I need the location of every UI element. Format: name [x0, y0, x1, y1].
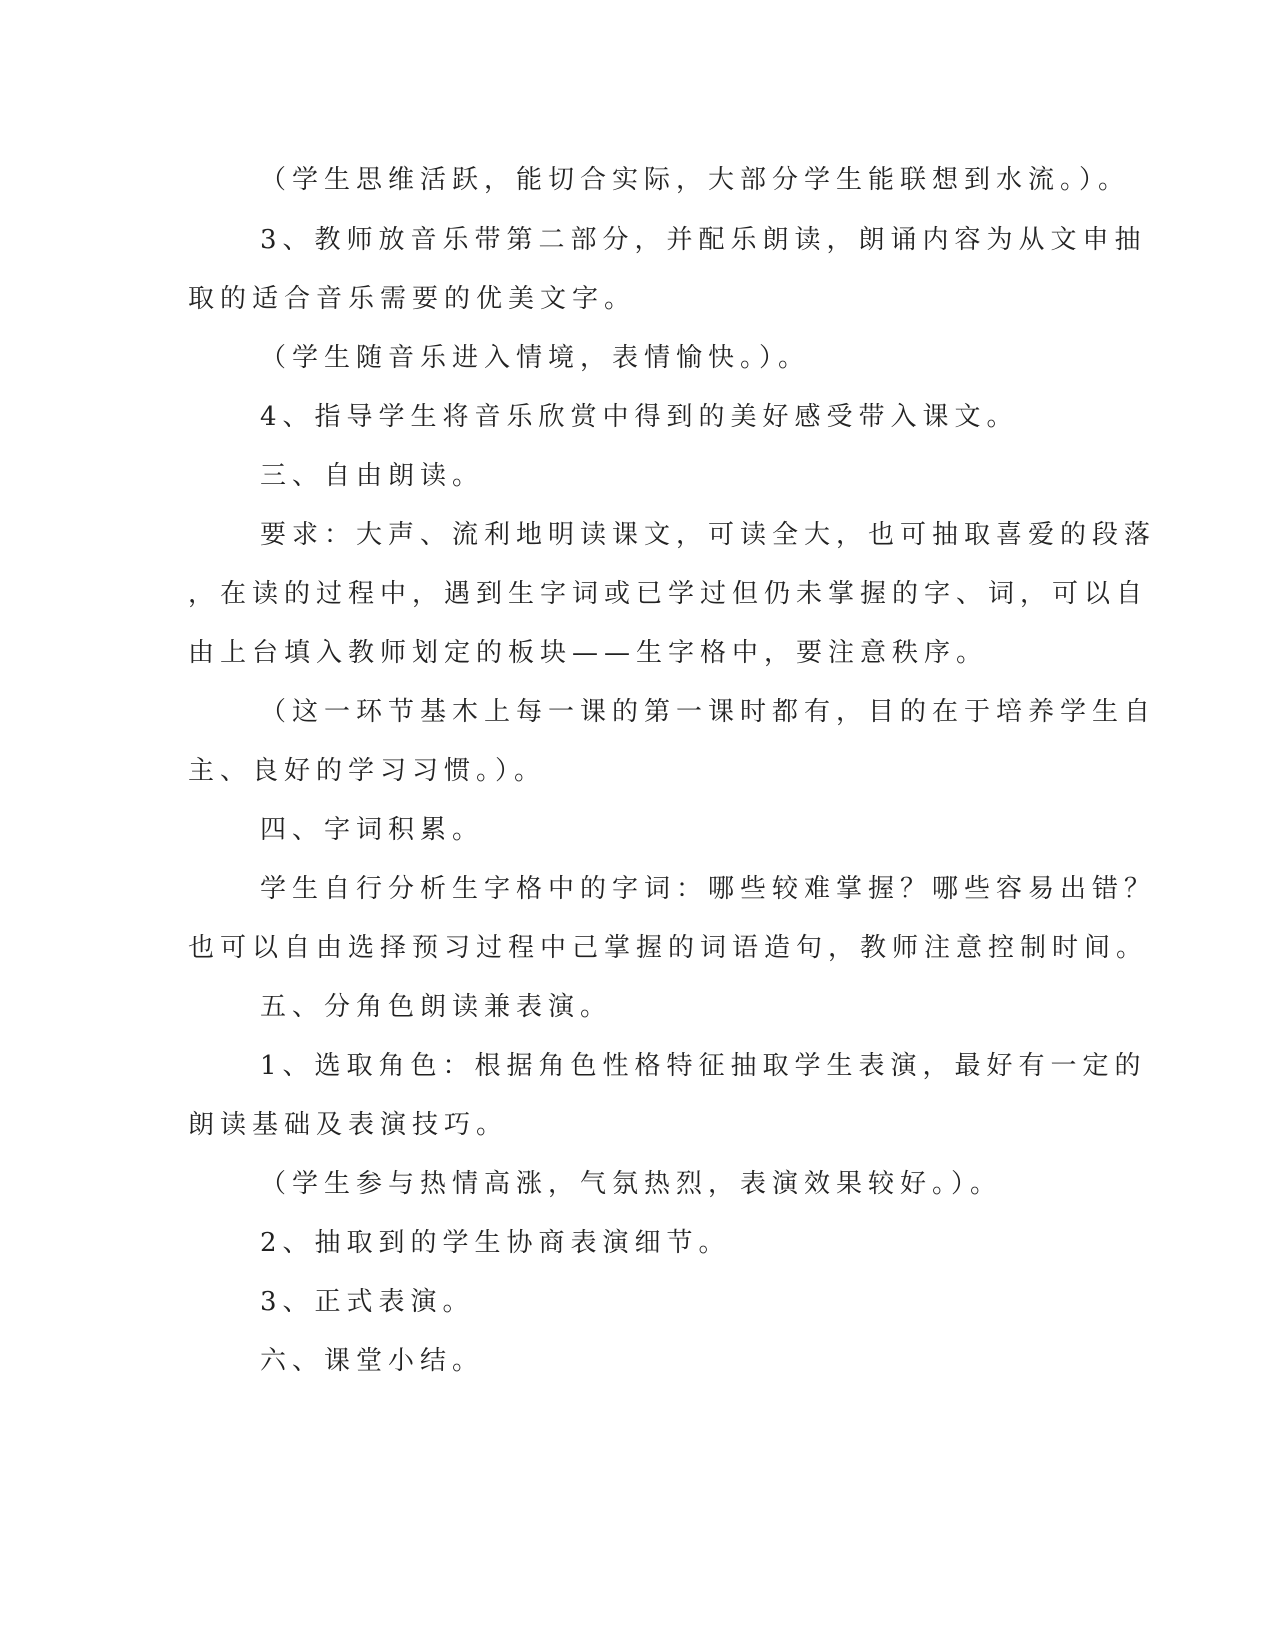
- paragraph-line: 也可以自由选择预习过程中己掌握的词语造句，教师注意控制时间。: [188, 933, 1149, 963]
- paragraph-line: 3、正式表演。: [260, 1287, 475, 1317]
- paragraph-line: 主、良好的学习习惯。）。: [188, 756, 547, 786]
- paragraph-line: 朗读基础及表演技巧。: [188, 1110, 509, 1140]
- paragraph-line: ，在读的过程中，遇到生字词或已学过但仍未掌握的字、词，可以自: [188, 579, 1149, 609]
- paragraph-line: 2、抽取到的学生协商表演细节。: [260, 1228, 731, 1258]
- paragraph-line: （学生随音乐进入情境，表情愉快。）。: [260, 343, 811, 373]
- section-heading: 三、自由朗读。: [260, 461, 485, 491]
- paragraph-line: （学生思维活跃，能切合实际，大部分学生能联想到水流。）。: [260, 165, 1131, 195]
- section-heading: 六、课堂小结。: [260, 1346, 485, 1376]
- paragraph-line: 学生自行分析生字格中的字词：哪些较难掌握？哪些容易出错？: [260, 874, 1157, 904]
- paragraph-line: 取的适合音乐需要的优美文字。: [188, 284, 637, 314]
- section-heading: 五、分角色朗读兼表演。: [260, 992, 613, 1022]
- paragraph-line: （这一环节基木上每一课的第一课时都有，目的在于培养学生自: [260, 697, 1157, 727]
- paragraph-line: 1、选取角色：根据角色性格特征抽取学生表演，最好有一定的: [260, 1051, 1147, 1081]
- paragraph-line: 3、教师放音乐带第二部分，并配乐朗读，朗诵内容为从文申抽: [260, 225, 1147, 255]
- paragraph-line: 要求：大声、流利地明读课文，可读全大，也可抽取喜爱的段落: [260, 520, 1157, 550]
- paragraph-line: 4、指导学生将音乐欣赏中得到的美好感受带入课文。: [260, 402, 1019, 432]
- paragraph-line: 由上台填入教师划定的板块——生字格中，要注意秩序。: [188, 638, 989, 668]
- paragraph-line: （学生参与热情高涨，气氛热烈，表演效果较好。）。: [260, 1169, 1003, 1199]
- section-heading: 四、字词积累。: [260, 815, 485, 845]
